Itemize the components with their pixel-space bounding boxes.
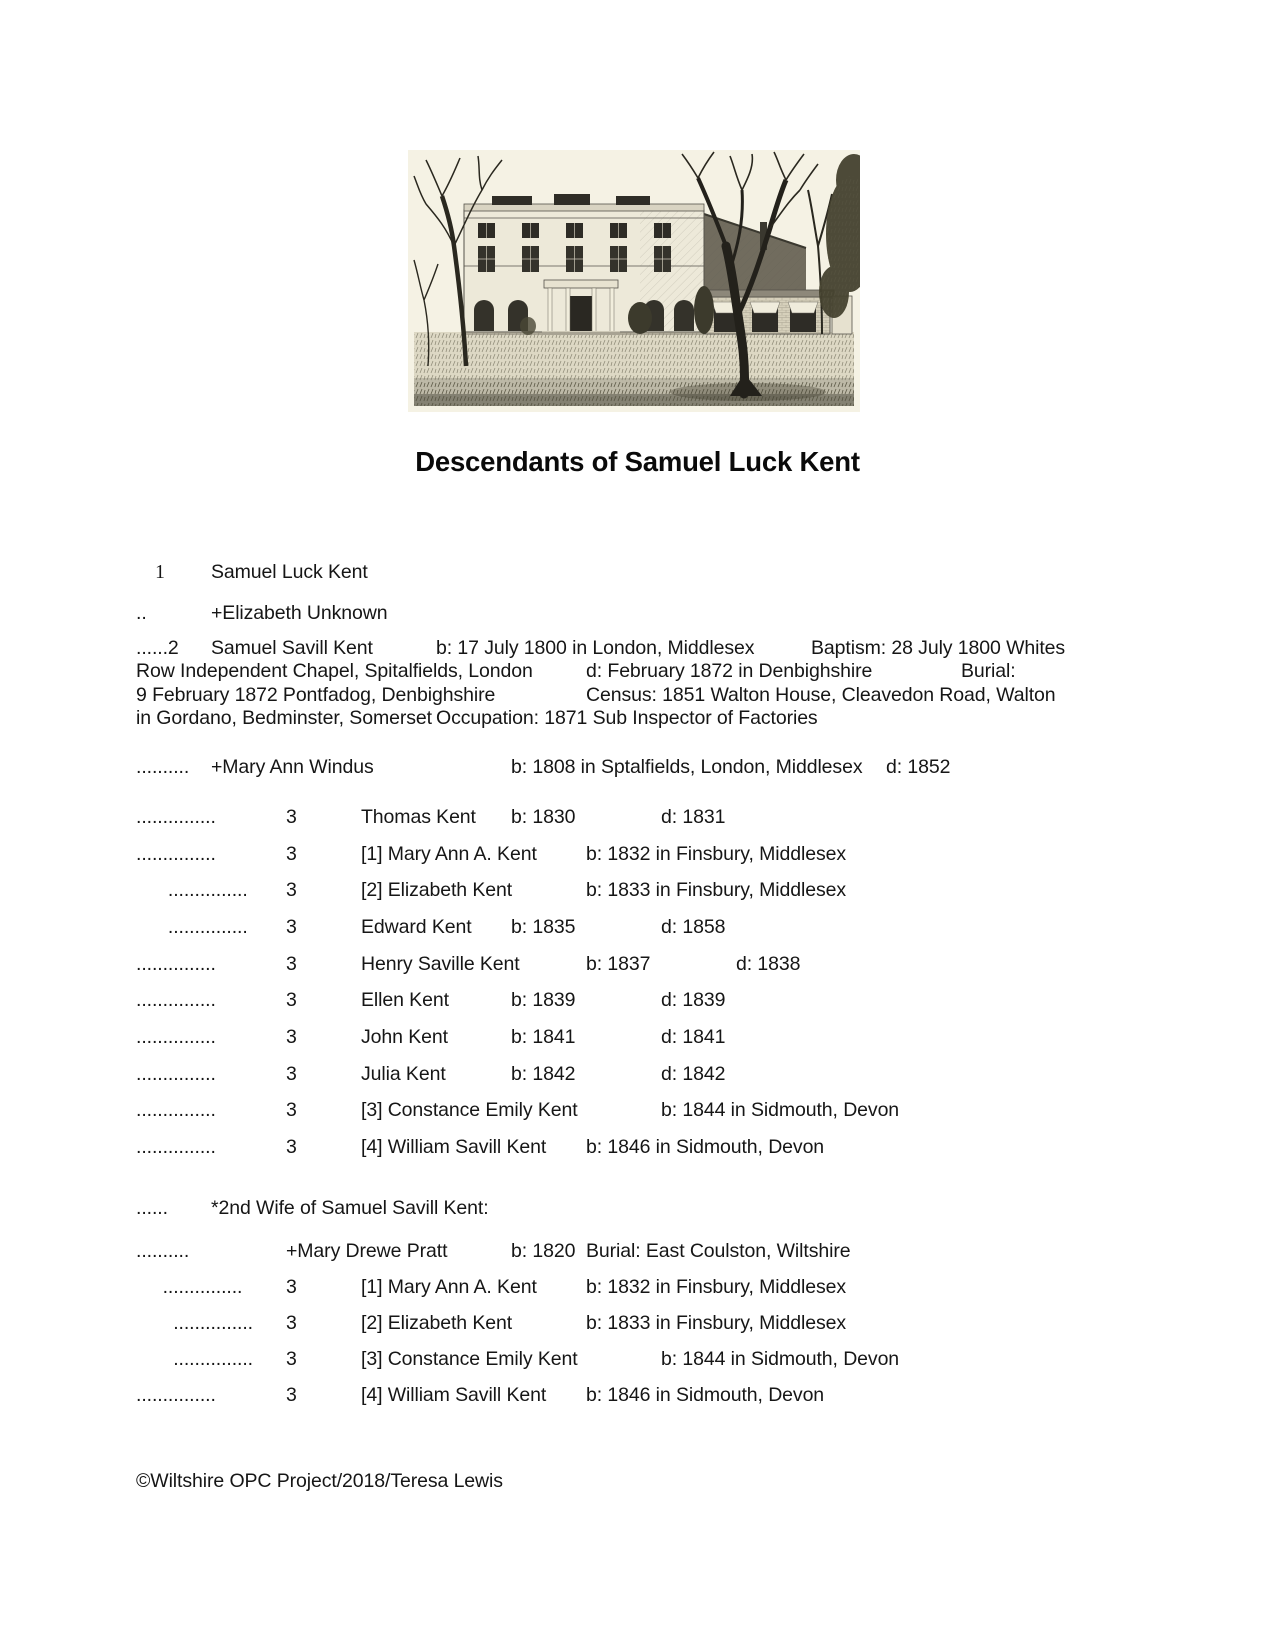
child-row: ............... 3 Thomas Kent b: 1830 d: 1831: [136, 806, 726, 828]
child-row: ............... 3 [2] Elizabeth Kent b: 1833 in Finsbury, Middlesex: [136, 1312, 847, 1334]
wife2-line: .......... +Mary Drewe Pratt b: 1820 Burial: East Coulston, Wiltshire: [136, 1240, 851, 1262]
page-title: Descendants of Samuel Luck Kent: [415, 446, 860, 477]
gen1-spouse-line: .. +Elizabeth Unknown: [136, 602, 388, 624]
child-row: ............... 3 [4] William Savill Kent b: 1846 in Sidmouth, Devon: [136, 1136, 825, 1158]
child-row: ............... 3 John Kent b: 1841 d: 1841: [136, 1026, 726, 1048]
house-engraving-svg: [408, 150, 860, 412]
gen2-paragraph-line-1: ......2 Samuel Savill Kent b: 17 July 1800 in London, Middlesex Baptism: 28 July 1800 Whites: [136, 637, 1066, 659]
gen2-paragraph-line-3: 9 February 1872 Pontfadog, Denbighshire Census: 1851 Walton House, Cleavedon Road, Walton: [136, 684, 1056, 706]
house-engraving-image: [408, 150, 860, 412]
child-row: ............... 3 [3] Constance Emily Kent b: 1844 in Sidmouth, Devon: [136, 1348, 900, 1370]
footer-copyright: ©Wiltshire OPC Project/2018/Teresa Lewis: [136, 1470, 503, 1492]
gen2-paragraph-line-4: in Gordano, Bedminster, Somerset Occupation: 1871 Sub Inspector of Factories: [136, 707, 818, 729]
child-row: ............... 3 Ellen Kent b: 1839 d: 1839: [136, 989, 726, 1011]
child-row: ............... 3 Henry Saville Kent b: 1837 d: 1838: [136, 953, 801, 975]
child-row: ............... 3 Julia Kent b: 1842 d: 1842: [136, 1063, 726, 1085]
generation-number: 1: [136, 562, 165, 583]
child-row: ............... 3 [4] William Savill Kent b: 1846 in Sidmouth, Devon: [136, 1384, 825, 1406]
gen1-person-name: Samuel Luck Kent: [164, 561, 368, 583]
gen1-person-line: [136, 561, 1175, 585]
child-row: ............... 3 [2] Elizabeth Kent b: 1833 in Finsbury, Middlesex: [136, 879, 847, 901]
second-wife-header: ...... *2nd Wife of Samuel Savill Kent:: [136, 1197, 489, 1219]
child-row: ............... 3 Edward Kent b: 1835 d: 1858: [136, 916, 726, 938]
wife1-line: .......... +Mary Ann Windus b: 1808 in Sptalfields, London, Middlesex d: 1852: [136, 756, 951, 778]
child-row: ............... 3 [1] Mary Ann A. Kent b: 1832 in Finsbury, Middlesex: [136, 843, 847, 865]
child-row: ............... 3 [1] Mary Ann A. Kent b: 1832 in Finsbury, Middlesex: [136, 1276, 847, 1298]
gen2-paragraph-line-2: Row Independent Chapel, Spitalfields, London d: February 1872 in Denbighshire Burial:: [136, 660, 1016, 682]
child-row: ............... 3 [3] Constance Emily Kent b: 1844 in Sidmouth, Devon: [136, 1099, 900, 1121]
